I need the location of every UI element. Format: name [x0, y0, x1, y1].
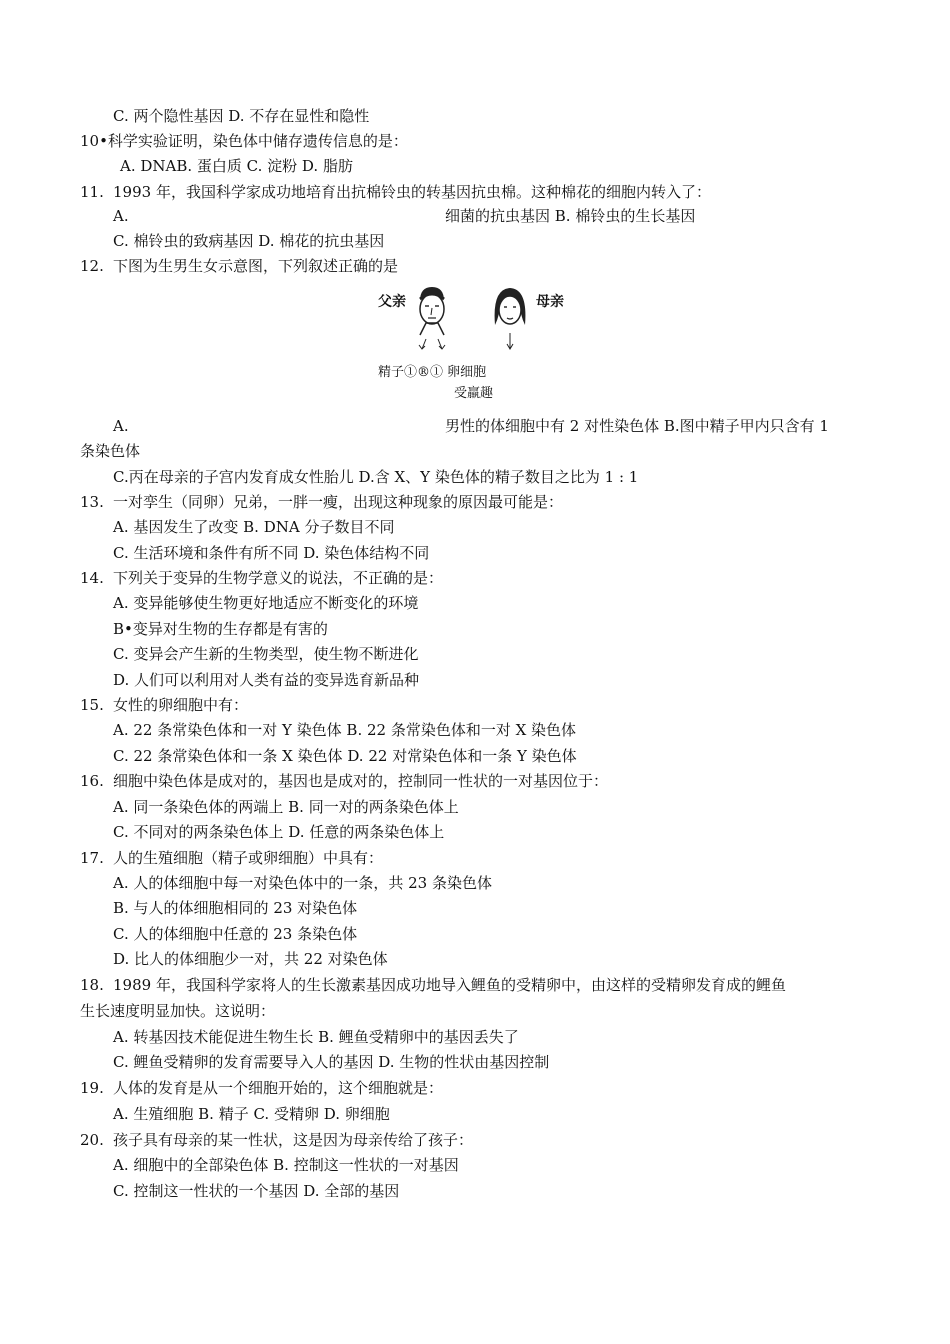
question-number: 11. — [80, 183, 104, 201]
q20-option-c: C. 控制这一性状的一个基因 D. 全部的基因 — [113, 1182, 400, 1200]
q19-options: A. 生殖细胞 B. 精子 C. 受精卵 D. 卵细胞 — [113, 1105, 390, 1123]
option-text: 细菌的抗虫基因 B. 棉铃虫的生长基因 — [445, 207, 696, 225]
option-text: 男性的体细胞中有 2 对性染色体 B.图中精子甲内只含有 1 — [445, 417, 829, 435]
figure-caption-line1: 精子①®① 卵细胞 — [378, 365, 487, 380]
question-number: 17. — [80, 849, 104, 867]
q11-option-c: C. 棉铃虫的致病基因 D. 棉花的抗虫基因 — [113, 232, 385, 250]
question-text: 下图为生男生女示意图，下列叙述正确的是 — [113, 257, 399, 275]
question-18-continued: 生长速度明显加快。这说明： — [80, 1002, 276, 1020]
q13-option-a: A. 基因发生了改变 B. DNA 分子数目不同 — [113, 518, 395, 536]
question-16 — [80, 771, 608, 791]
father-face-icon — [412, 285, 452, 351]
question-13 — [80, 492, 563, 512]
question-text: 女性的卵细胞中有： — [113, 696, 249, 714]
q20-option-a: A. 细胞中的全部染色体 B. 控制这一性状的一对基因 — [113, 1156, 459, 1174]
q12-option-a-continued: 条染色体 — [80, 442, 141, 460]
question-text: 人的生殖细胞（精子或卵细胞）中具有： — [113, 849, 384, 867]
question-number: 12. — [80, 257, 104, 275]
question-20 — [80, 1130, 473, 1150]
q13-option-c: C. 生活环境和条件有所不同 D. 染色体结构不同 — [113, 544, 430, 562]
q12-option-a-row — [0, 416, 950, 436]
q14-option-d: D. 人们可以利用对人类有益的变异选育新品种 — [113, 671, 420, 689]
q12-option-c: C.丙在母亲的子宫内发育成女性胎儿 D.含 X、Y 染色体的精子数目之比为 1 : 1 — [113, 468, 639, 486]
q16-option-a: A. 同一条染色体的两端上 B. 同一对的两条染色体上 — [113, 798, 459, 816]
question-text: 人体的发育是从一个细胞开始的，这个细胞就是： — [113, 1079, 444, 1097]
q14-option-b: B•变异对生物的生存都是有害的 — [113, 620, 328, 638]
q14-option-c: C. 变异会产生新的生物类型，使生物不断进化 — [113, 645, 419, 663]
question-number: 20. — [80, 1131, 104, 1149]
q9-option-c: C. 两个隐性基因 D. 不存在显性和隐性 — [113, 107, 370, 125]
q18-option-a: A. 转基因技术能促进生物生长 B. 鲤鱼受精卵中的基因丢失了 — [113, 1028, 519, 1046]
question-text: 1989 年，我国科学家将人的生长激素基因成功地导入鲤鱼的受精卵中，由这样的受精卵发育成的鲤鱼 — [113, 976, 786, 994]
q17-option-d: D. 比人的体细胞少一对，共 22 对染色体 — [113, 950, 388, 968]
father-label: 父亲 — [378, 294, 406, 310]
question-11 — [80, 182, 711, 202]
q11-option-a-row — [0, 206, 950, 226]
question-14 — [80, 568, 443, 588]
question-text: 细胞中染色体是成对的，基因也是成对的，控制同一性状的一对基因位于： — [113, 772, 609, 790]
question-12 — [80, 256, 398, 276]
question-text: 孩子具有母亲的某一性状，这是因为母亲传给了孩子： — [113, 1131, 474, 1149]
question-number: 15. — [80, 696, 104, 714]
q14-option-a: A. 变异能够使生物更好地适应不断变化的环境 — [113, 594, 419, 612]
q17-option-c: C. 人的体细胞中任意的 23 条染色体 — [113, 925, 358, 943]
question-text: 下列关于变异的生物学意义的说法，不正确的是： — [113, 569, 444, 587]
question-number: 14. — [80, 569, 104, 587]
question-19 — [80, 1078, 443, 1098]
question-text: 1993 年，我国科学家成功地培育出抗棉铃虫的转基因抗虫棉。这种棉花的细胞内转入了： — [113, 183, 711, 201]
question-number: 16. — [80, 772, 104, 790]
q10-options: A. DNAB. 蛋白质 C. 淀粉 D. 脂肪 — [120, 157, 353, 175]
mother-label: 母亲 — [536, 294, 564, 310]
q17-option-b: B. 与人的体细胞相同的 23 对染色体 — [113, 899, 358, 917]
q17-option-a: A. 人的体细胞中每一对染色体中的一条，共 23 条染色体 — [113, 874, 492, 892]
question-15 — [80, 695, 248, 715]
option-label: A. — [113, 417, 129, 435]
mother-face-icon — [490, 285, 530, 351]
question-number: 18. — [80, 976, 104, 994]
question-number: 19. — [80, 1079, 104, 1097]
q15-option-a: A. 22 条常染色体和一对 Y 染色体 B. 22 条常染色体和一对 X 染色体 — [113, 721, 577, 739]
figure-caption-line2: 受羸趣 — [454, 386, 494, 401]
question-10: 10•科学实验证明，染色体中储存遗传信息的是： — [80, 132, 408, 150]
sex-determination-figure — [370, 285, 580, 403]
question-number: 13. — [80, 493, 104, 511]
question-18 — [80, 975, 786, 995]
q16-option-c: C. 不同对的两条染色体上 D. 任意的两条染色体上 — [113, 823, 445, 841]
question-text: 一对孪生（同卵）兄弟，一胖一瘦，出现这种现象的原因最可能是： — [113, 493, 564, 511]
question-17 — [80, 848, 383, 868]
q18-option-c: C. 鲤鱼受精卵的发育需要导入人的基因 D. 生物的性状由基因控制 — [113, 1053, 550, 1071]
q15-option-c: C. 22 条常染色体和一条 X 染色体 D. 22 对常染色体和一条 Y 染色体 — [113, 747, 577, 765]
option-label: A. — [113, 207, 129, 225]
